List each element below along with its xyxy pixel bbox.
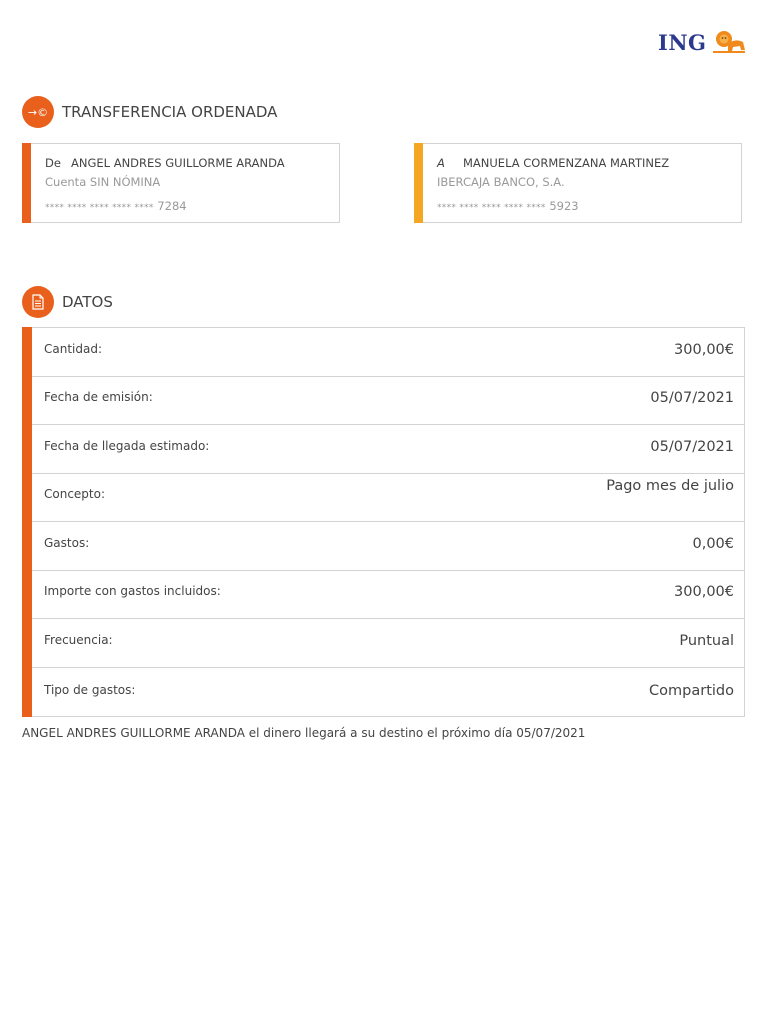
transfer-euro-icon: →© [22, 96, 54, 128]
details-row-concept [32, 473, 744, 522]
row-value: Pago mes de julio [606, 478, 734, 494]
data-section-title: DATOS [62, 293, 113, 311]
row-label: Concepto: [44, 487, 106, 501]
transfer-section-title: TRANSFERENCIA ORDENADA [62, 103, 278, 121]
sender-card [22, 143, 340, 223]
details-row-amount [32, 328, 744, 377]
document-icon [22, 286, 54, 318]
recipient-account-number [437, 199, 579, 213]
details-row-arrival-date [32, 425, 744, 474]
details-accent-bar [22, 327, 32, 717]
sender-label: De [45, 156, 61, 170]
recipient-masked-digits: **** **** **** **** **** [437, 203, 546, 213]
sender-name: ANGEL ANDRES GUILLORME ARANDA [71, 156, 285, 170]
row-value: 300,00€ [674, 342, 734, 358]
recipient-last-digits: 5923 [549, 199, 579, 213]
recipient-name: MANUELA CORMENZANA MARTINEZ [463, 156, 670, 170]
sender-account-type: Cuenta SIN NÓMINA [45, 175, 161, 189]
sender-accent-bar [22, 143, 31, 223]
logo-text: ING [658, 30, 707, 55]
ing-logo [658, 28, 746, 56]
details-row-fees [32, 522, 744, 571]
row-value: 05/07/2021 [650, 390, 734, 406]
recipient-card [414, 143, 742, 223]
sender-last-digits: 7284 [157, 199, 187, 213]
sender-account-number [45, 199, 187, 213]
transfer-section-header [22, 96, 277, 128]
data-section-header [22, 286, 113, 318]
details-row-frequency [32, 619, 744, 668]
row-label: Fecha de emisión: [44, 390, 153, 404]
row-value: 05/07/2021 [650, 439, 734, 455]
sender-name-line [45, 156, 285, 170]
row-value: 0,00€ [692, 536, 734, 552]
row-label: Cantidad: [44, 342, 103, 356]
row-value: Puntual [679, 633, 734, 649]
recipient-name-line [437, 156, 669, 170]
details-row-issue-date [32, 376, 744, 425]
row-value: 300,00€ [674, 584, 734, 600]
lion-icon [711, 28, 747, 54]
recipient-accent-bar [414, 143, 423, 223]
arrival-note: ANGEL ANDRES GUILLORME ARANDA el dinero llegará a su destino el próximo día 05/07/2021 [22, 726, 586, 740]
row-value: Compartido [649, 683, 734, 699]
details-row-total [32, 570, 744, 619]
row-label: Frecuencia: [44, 633, 113, 647]
row-label: Fecha de llegada estimado: [44, 439, 210, 453]
sender-masked-digits: **** **** **** **** **** [45, 203, 154, 213]
row-label: Gastos: [44, 536, 90, 550]
row-label: Importe con gastos incluidos: [44, 584, 221, 598]
row-label: Tipo de gastos: [44, 683, 136, 697]
transfer-details-table [22, 327, 745, 717]
recipient-bank: IBERCAJA BANCO, S.A. [437, 175, 565, 189]
recipient-label: A [437, 156, 445, 170]
details-row-fee-type [32, 667, 744, 716]
